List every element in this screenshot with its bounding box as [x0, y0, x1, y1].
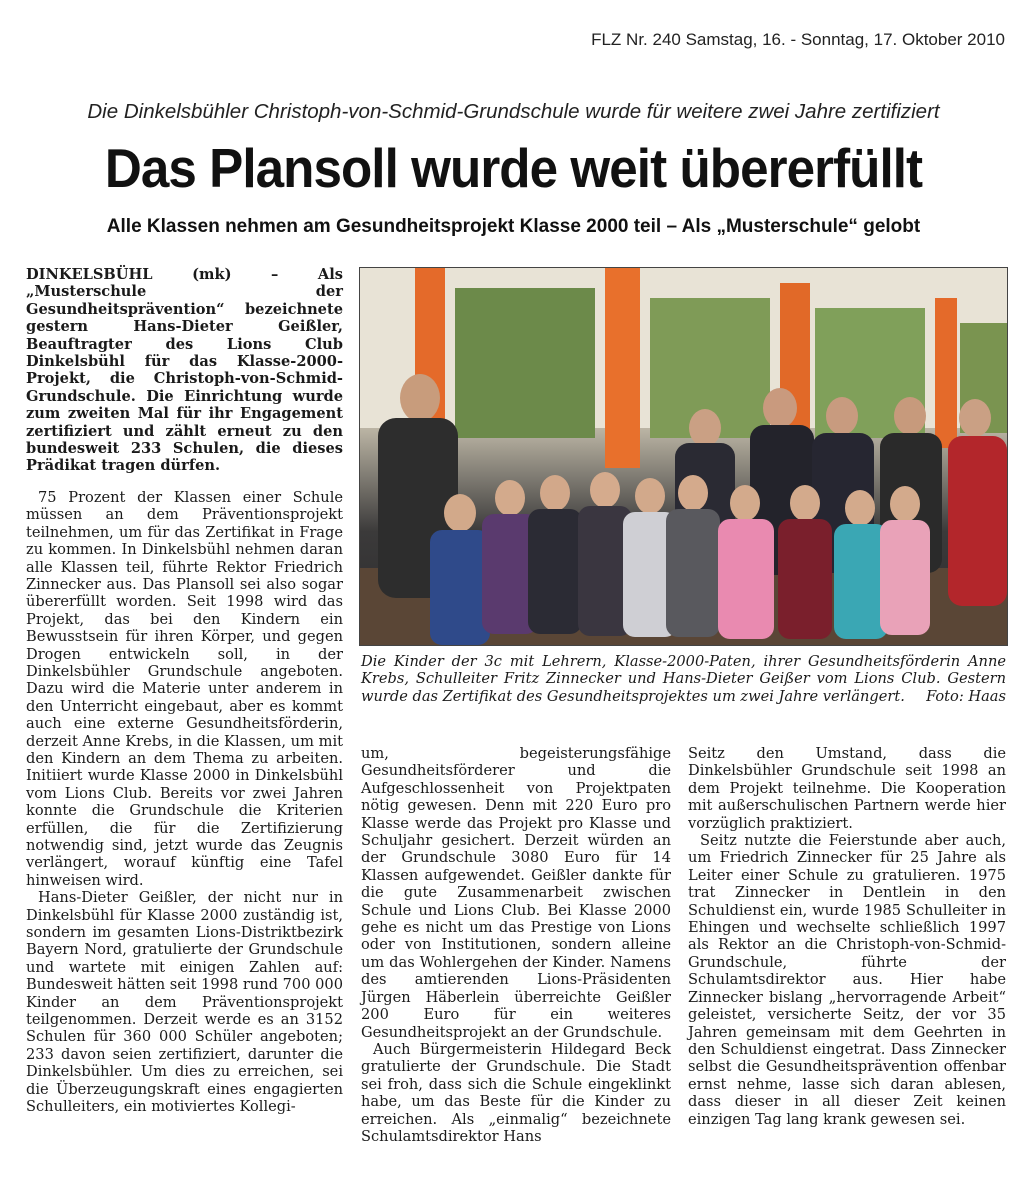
paragraph: um, begeisterungsfähige Gesundheitsförderer und die Aufgeschlossenheit von Projektpaten nötig gewesen. Denn mit 220 Euro pro Klasse werde das Projekt pro Klasse und Schuljahr gesichert. Derzeit würden an der Grundschule 3080 Euro für 14 Klassen aufgewendet. Geißler dankte für die gute Zusammenarbeit zwischen Schule und Lions Club. Bei Klasse 2000 gehe es nicht um das Prestige von Lions oder von Institutionen, sondern alleine um das Wohlergehen der Kinder. Namens des amtierenden Lions-Präsidenten Jürgen Häberlein überreichte Geißler 200 Euro für ein weiteres Gesundheitsprojekt an der Grundschule.: [361, 745, 671, 1041]
paragraph: 75 Prozent der Klassen einer Schule müssen an dem Präventionsprojekt teilnehmen, um für das Zertifikat in Frage zu kommen. In Dinkelsbühl nehmen daran alle Klassen teil, führte Rektor Friedrich Zinnecker aus. Das Plansoll sei also sogar übererfüllt worden. Seit 1998 wird das Projekt, das bei den Kindern ein Bewusstsein für ihren Körper, und gegen Drogen entwickeln soll, in der Dinkelsbühler Grundschule angeboten. Dazu wird die Materie unter anderem in den Unterricht eingebaut, aber es kommt auch eine externe Gesundheitsförderin, derzeit Anne Krebs, in die Klassen, um mit den Kindern an dem Thema zu arbeiten. Initiiert wurde Klasse 2000 in Dinkelsbühl vom Lions Club. Bereits vor zwei Jahren konnte die Grundschule die Kriterien erfüllen, die für die Zertifizierung notwendig sind, jetzt wurde das Zeugnis verlängert, worauf künftig eine Tafel hinweisen wird.: [26, 488, 343, 889]
paragraph: Seitz nutzte die Feierstunde aber auch, um Friedrich Zinnecker für 25 Jahre als Leiter einer Schule zu gratulieren. 1975 trat Zinnecker in Dentlein in den Schuldienst ein, wurde 1985 Schulleiter in Ehingen und wechselte schließlich 1997 als Rektor an die Christoph-von-Schmid-Grundschule, führte der Schulamtsdirektor aus. Hier habe Zinnecker bislang „hervorragende Arbeit“ geleistet, versicherte Seitz, der vor 35 Jahren gemeinsam mit dem Geehrten in den Schuldienst eingetrat. Dass Zinnecker selbst die Gesundheitsprävention offenbar ernst nehme, lasse sich daran ablesen, dass dieser in all dieser Zeit keinen einzigen Tag lang krank gewesen sei.: [688, 832, 1006, 1128]
group-photo: [359, 267, 1008, 646]
subhead: Alle Klassen nehmen am Gesundheitsprojekt Klasse 2000 teil – Als „Musterschule“ gelobt: [106, 216, 921, 237]
headline: Das Plansoll wurde weit übererfüllt: [104, 137, 923, 199]
photo-caption: [361, 653, 1006, 705]
paragraph: Hans-Dieter Geißler, der nicht nur in Dinkelsbühl für Klasse 2000 zuständig ist, sondern im gesamten Lions-Distriktbezirk Bayern Nord, gratulierte der Grundschule und wartete mit einigen Zahlen auf: Bundesweit hätten seit 1998 rund 700 000 Kinder an dem Präventionsprojekt teilgenommen. Derzeit werde es an 3152 Schulen für 360 000 Schüler angeboten; 233 davon seien zertifiziert, darunter die Dinkelsbühler. Um dies zu erreichen, sei die Überzeugungskraft eines engagierten Schulleiters, ein motiviertes Kollegi-: [26, 889, 343, 1116]
caption-text: Die Kinder der 3c mit Lehrern, Klasse-2000-Paten, ihrer Gesundheitsförderin Anne Krebs, Schulleiter Fritz Zinnecker und Hans-Dieter Geißer vom Lions Club. Gestern wurde das Zertifikat des Gesundheitsprojektes um zwei Jahre verlängert.: [361, 653, 1006, 705]
column-1: [26, 266, 343, 1116]
group-photo-image: [360, 268, 1007, 645]
column-3: [688, 745, 1006, 1128]
photo-credit: Foto: Haas: [926, 687, 1006, 705]
paragraph: Seitz den Umstand, dass die Dinkelsbühler Grundschule seit 1998 an dem Projekt teilnehme. Die Kooperation mit außerschulischen Partnern werde hier vorzüglich praktiziert.: [688, 745, 1006, 832]
kicker: Die Dinkelsbühler Christoph-von-Schmid-Grundschule wurde für weitere zwei Jahre zertifiziert: [87, 100, 940, 123]
lead-paragraph: DINKELSBÜHL (mk) – Als „Musterschule der Gesundheitsprävention“ bezeichnete gestern Hans-Dieter Geißler, Beauftragter des Lions Club Dinkelsbühl für das Klasse-2000-Projekt, die Christoph-von-Schmid-Grundschule. Die Einrichtung wurde zum zweiten Mal für ihr Engagement zertifiziert und zählt erneut zu den bundesweit 233 Schulen, die dieses Prädikat tragen dürfen.: [26, 266, 343, 475]
masthead: FLZ Nr. 240 Samstag, 16. - Sonntag, 17. Oktober 2010: [591, 30, 1005, 49]
paragraph: Auch Bürgermeisterin Hildegard Beck gratulierte der Grundschule. Die Stadt sei froh, dass sich die Schule eingeklinkt habe, um das Beste für die Kinder zu erreichen. Als „einmalig“ bezeichnete Schulamtsdirektor Hans: [361, 1040, 671, 1145]
column-2: [361, 745, 671, 1145]
